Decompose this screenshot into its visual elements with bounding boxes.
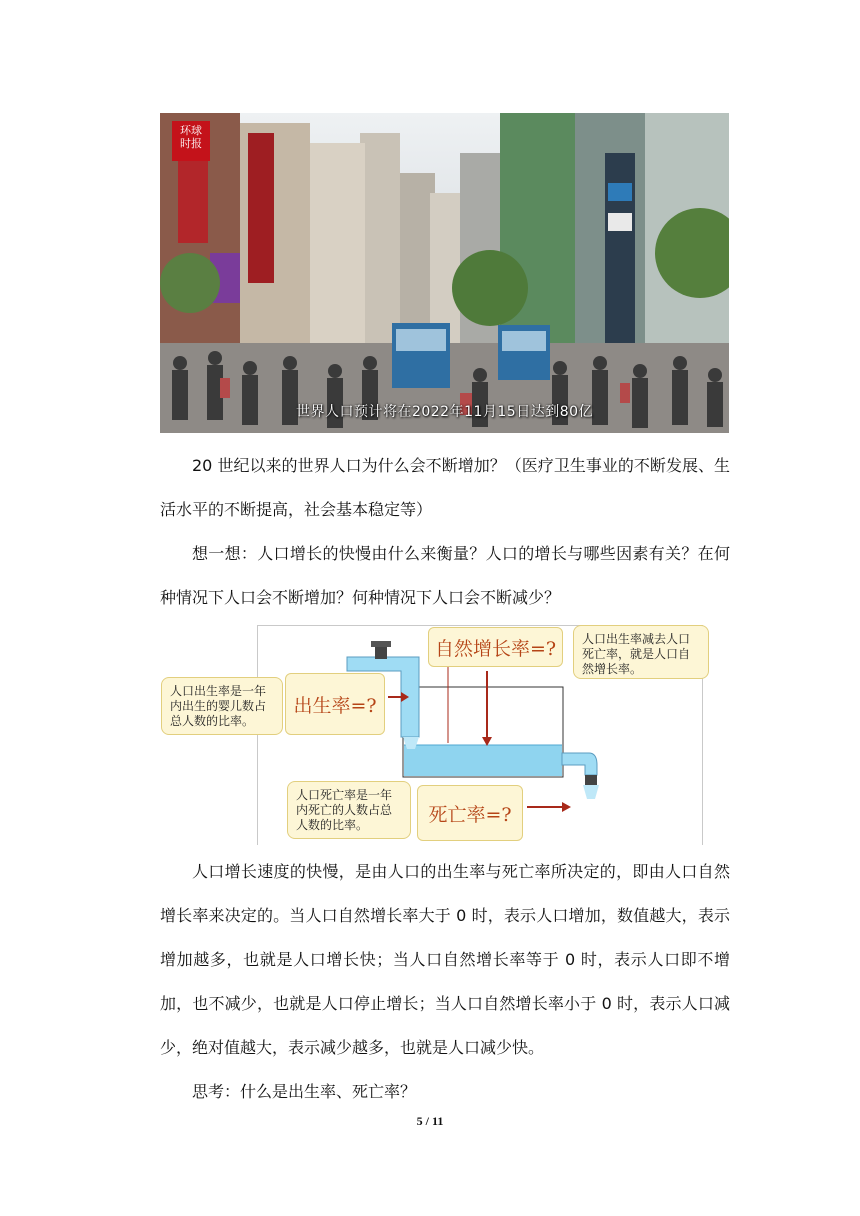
bottom-faucet-icon — [585, 775, 597, 785]
death-rate-note: 人口死亡率是一年内死亡的人数占总人数的比率。 — [287, 781, 411, 839]
page-number: 5 / 11 — [416, 1114, 444, 1128]
natural-growth-rate-formula: 自然增长率=? — [428, 627, 563, 667]
paragraph-reflection-question: 思考：什么是出生率、死亡率？ — [192, 1082, 417, 1101]
paragraph-population-growth-question: 20 世纪以来的世界人口为什么会不断增加？（医疗卫生事业的不断发展、生活水平的不断提高，社会基本稳定等） — [160, 456, 730, 519]
outlet-pipe — [562, 753, 597, 775]
natural-growth-rate-diagram — [157, 625, 712, 847]
street-photo — [160, 113, 729, 433]
paragraph-growth-explanation: 人口增长速度的快慢，是由人口的出生率与死亡率所决定的，即由人口自然增长率来决定的。当人口自然增长率大于 0 时，表示人口增加，数值越大，表示增加越多，也就是人口增长快；当人口自然增长率等于 0 时，表示人口即不增加，也不减少，也就是人口停止增长；当人口自然增长率小于 0 时，表示人口减少，绝对值越大，表示减少越多，也就是人口减少快。 — [160, 862, 730, 1057]
natural-growth-note: 人口出生率减去人口死亡率，就是人口自然增长率。 — [573, 625, 709, 679]
death-rate-formula: 死亡率=? — [417, 785, 523, 841]
photo-caption: 世界人口预计将在2022年11月15日达到80亿 — [295, 404, 594, 420]
tank-water — [404, 745, 562, 776]
birth-rate-formula: 出生率=? — [285, 673, 385, 735]
birth-rate-note: 人口出生率是一年内出生的婴儿数占总人数的比率。 — [161, 677, 283, 735]
newspaper-logo: 环球时报 — [172, 121, 210, 161]
paragraph-think-about-it: 想一想：人口增长的快慢由什么来衡量？人口的增长与哪些因素有关？在何种情况下人口会不断增加？何种情况下人口会不断减少？ — [160, 544, 730, 607]
top-faucet-icon — [375, 647, 387, 659]
street-scene-illustration — [160, 113, 729, 433]
death-arrow-icon — [562, 802, 571, 812]
